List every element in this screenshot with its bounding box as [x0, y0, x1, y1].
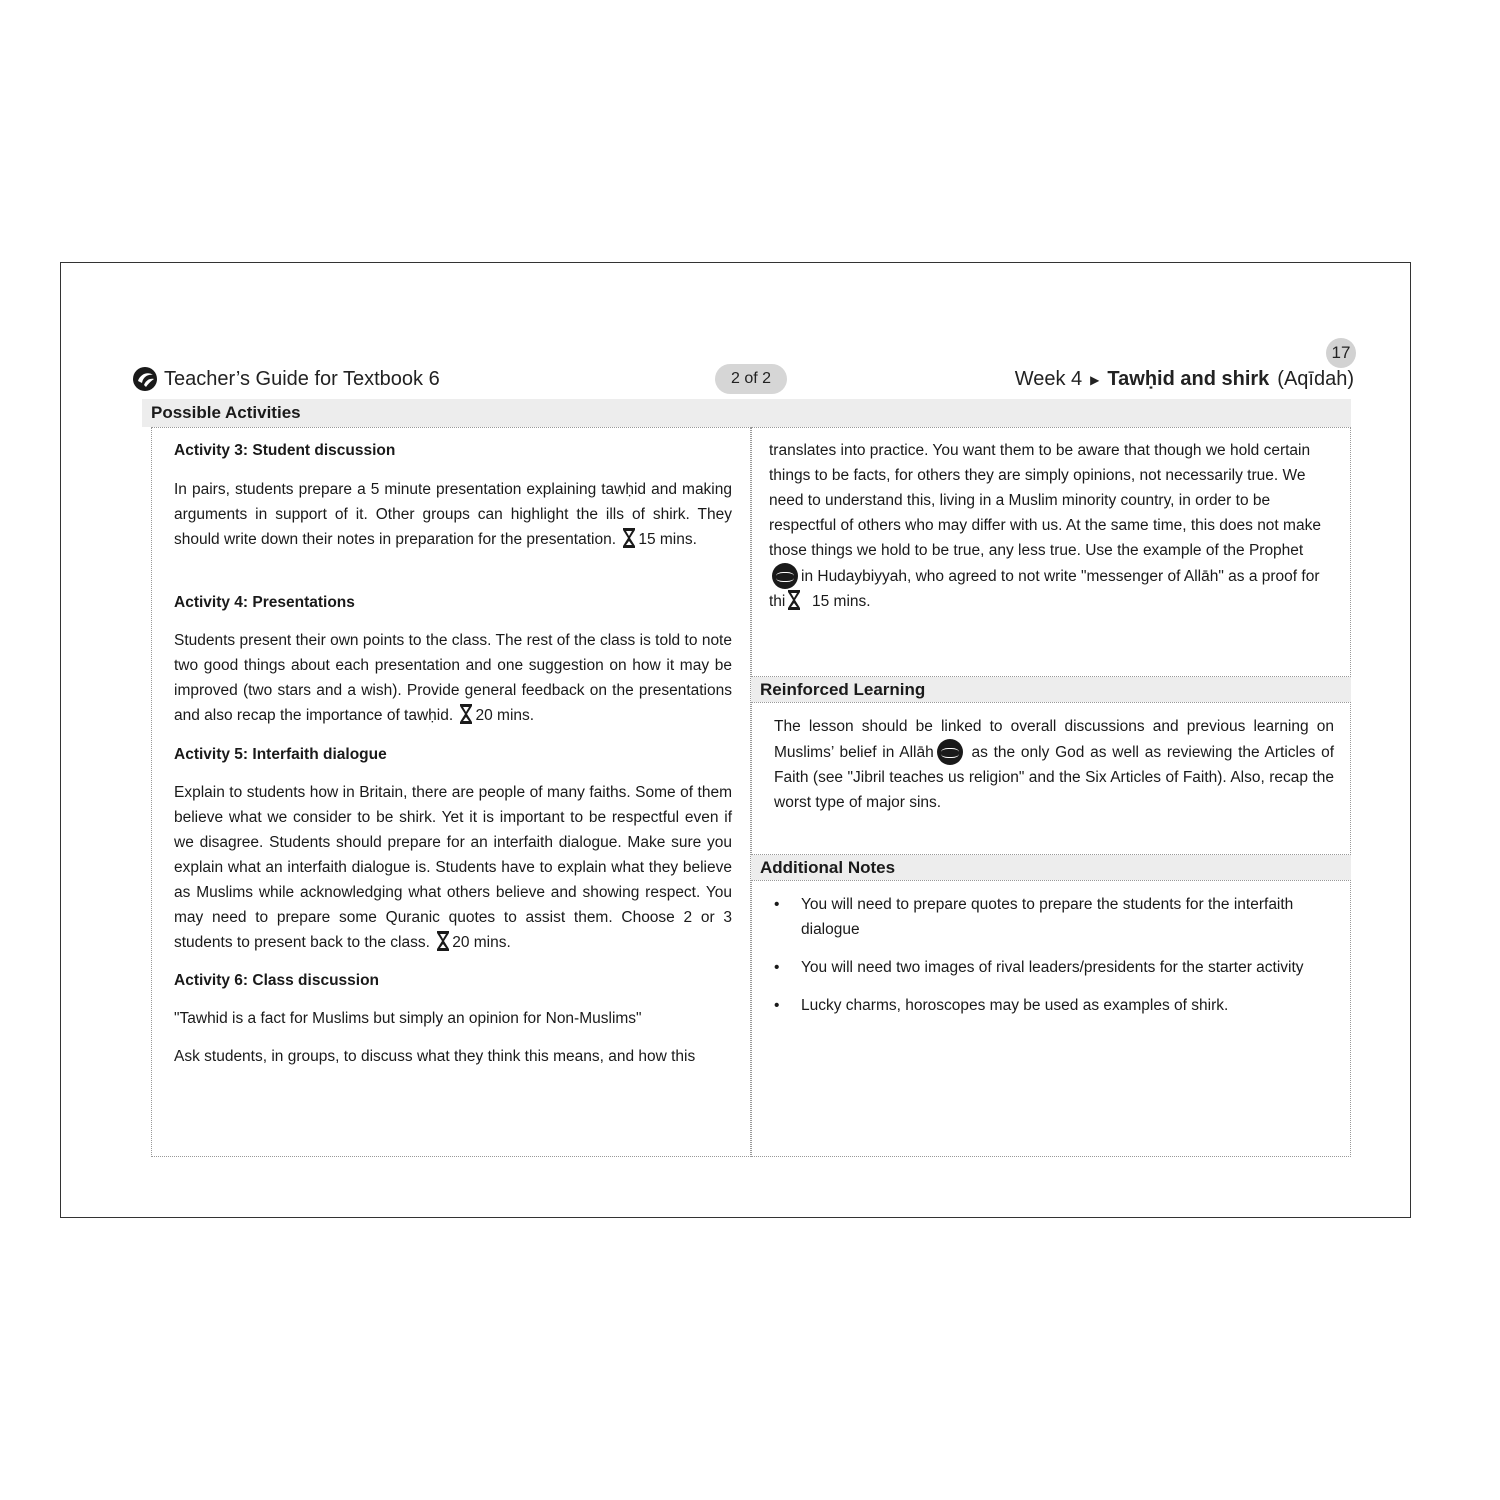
book-title: Teacher’s Guide for Textbook 6 [164, 367, 440, 390]
page-indicator: 2 of 2 [715, 364, 787, 394]
activity-4-text: Students present their own points to the class. The rest of the class is told to note two good things about each presentation and one suggestion on how it may be improved (two stars and a wish). Provide general feedback on the presentations and also recap the importance of tawḥid. [174, 632, 732, 724]
activity-3-text: In pairs, students prepare a 5 minute presentation explaining tawḥid and making arguments in support of it. Other groups can highlight the ills of shirk. They should write down their notes in preparation for the presentation. [174, 481, 732, 548]
section-heading-reinforced-learning: Reinforced Learning [751, 677, 1351, 702]
reinforced-text-2: as the only God as well as reviewing the Articles of Faith (see "Jibril teaches us religion" and the Six Articles of Faith). Also, recap the worst type of major sins. [774, 744, 1335, 811]
activities-left-panel [151, 427, 751, 1157]
breadcrumb-topic: Tawḥid and shirk [1107, 368, 1270, 390]
activity-3-title: Activity 3: Student discussion [174, 442, 396, 459]
notes-panel [751, 880, 1351, 1157]
reinforced-panel [751, 702, 1351, 855]
reinforced-body [774, 714, 1334, 815]
activity-4-body [174, 628, 732, 728]
activity-6-quote: "Tawhid is a fact for Muslims but simply an opinion for Non-Muslims" [174, 1010, 642, 1027]
breadcrumb [1015, 368, 1354, 391]
hourglass-icon [436, 930, 450, 952]
continued-text: translates into practice. You want them to be aware that though we hold certain things to be facts, for others they are simply opinions, not necessarily true. We need to understand this, living in a Muslim minority country, in order to be respectful of others who may differ with us. At the same time, this does not make those things we hold to be true, any less true. Use the example of the [769, 442, 1321, 559]
activity-5-time: 20 mins. [452, 934, 511, 951]
continued-prophet: Prophet [1248, 542, 1304, 559]
list-item: • Lucky charms, horoscopes may be used as examples of shirk. [774, 993, 1336, 1018]
continued-time: 15 mins. [812, 593, 871, 610]
hourglass-icon [787, 589, 801, 611]
activity-5-title: Activity 5: Interfaith dialogue [174, 746, 387, 763]
honorific-seal-icon [772, 563, 798, 589]
page-number-badge: 17 [1326, 338, 1356, 368]
list-item: • You will need to prepare quotes to prepare the students for the interfaith dialogue [774, 892, 1336, 942]
hourglass-icon [622, 527, 636, 549]
activity-4-title: Activity 4: Presentations [174, 594, 355, 611]
publisher-logo-icon [132, 366, 158, 392]
activity-6-continued [769, 438, 1328, 614]
chevron-right-icon: ▶ [1090, 372, 1100, 387]
continued-text-2: in Hudaybiyyah, who agreed to not write "messenger of Allāh" as a proof for thi [769, 568, 1320, 610]
activities-right-panel [751, 427, 1351, 677]
honorific-seal-icon [937, 739, 963, 765]
section-heading-possible-activities: Possible Activities [142, 399, 1351, 427]
activity-5-text: Explain to students how in Britain, there are people of many faiths. Some of them believe what we consider to be shirk. Yet it is important to be respectful even if we disagree. Students should prepare for an interfaith dialogue. Make sure you explain what an interfaith dialogue is. Students have to explain what they believe as Muslims while acknowledging what others believe and showing respect. You may need to prepare some Quranic quotes to assist them. Choose 2 or 3 students to present back to the class. [174, 784, 732, 951]
breadcrumb-category: (Aqīdah) [1277, 368, 1354, 390]
list-item: • You will need two images of rival leaders/presidents for the starter activity [774, 955, 1336, 980]
activity-3-body [174, 477, 732, 552]
page-header [132, 343, 1354, 398]
activity-6-title: Activity 6: Class discussion [174, 972, 380, 989]
breadcrumb-week: Week 4 [1014, 368, 1083, 390]
activity-4-time: 20 mins. [475, 707, 535, 724]
brand [132, 366, 440, 392]
activity-6-text: Ask students, in groups, to discuss what they think this means, and how this [174, 1048, 696, 1065]
section-heading-additional-notes: Additional Notes [751, 855, 1351, 880]
reinforced-text-1: The lesson should be linked to overall discussions and previous learning on Muslims’ belief in Allāh [774, 718, 1334, 761]
hourglass-icon [459, 703, 473, 725]
activity-5-body [174, 780, 732, 955]
activity-3-time: 15 mins. [638, 531, 697, 548]
